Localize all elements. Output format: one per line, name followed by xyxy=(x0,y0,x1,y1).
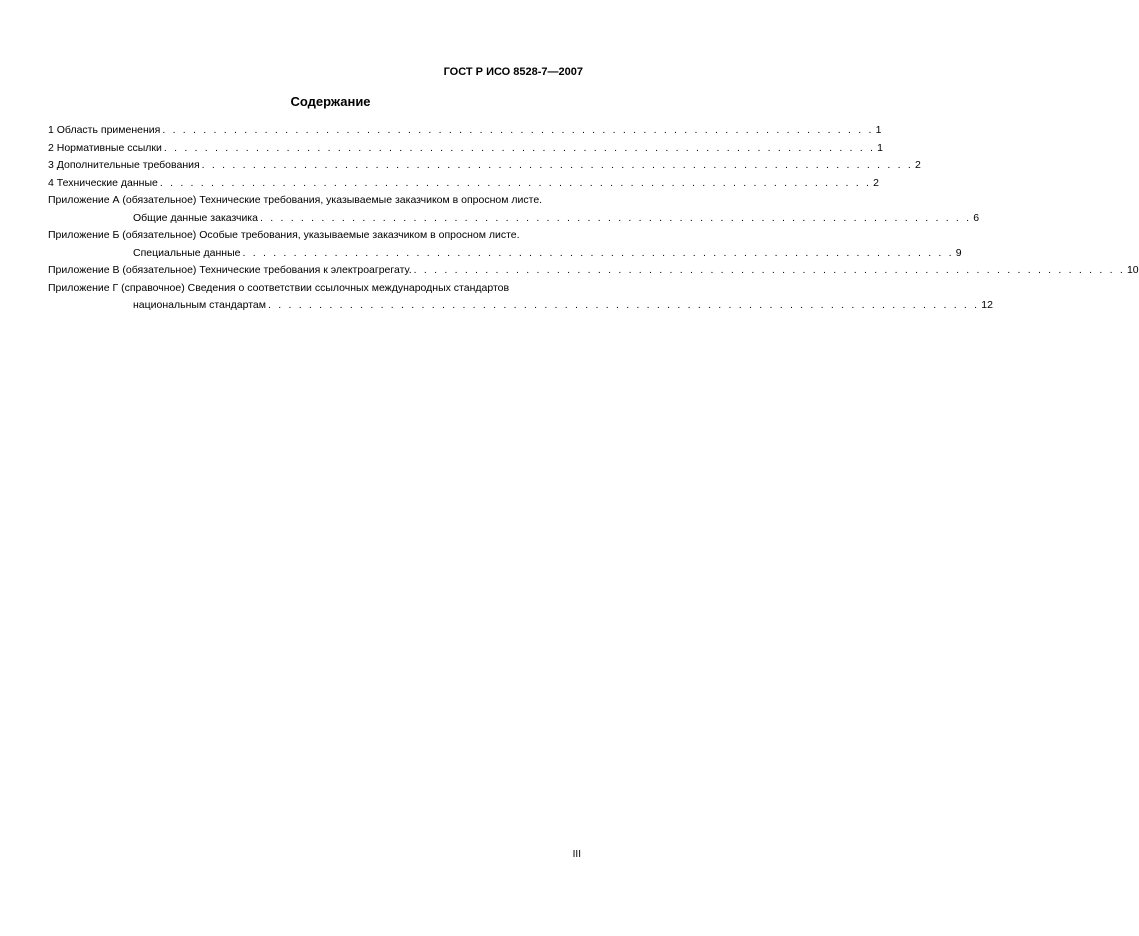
toc-leader: . . . . . . . . . . . . . . . . . . . . . . . . . . . . . . . . . . . . . . . . . . . . . . . . . . . . . . . . . . . . . . . . . . . . . . xyxy=(267,299,980,311)
toc-annex-b[interactable] xyxy=(48,227,962,262)
toc-leader: . . . . . . . . . . . . . . . . . . . . . . . . . . . . . . . . . . . . . . . . . . . . . . . . . . . . . . . . . . . . . . . . . . . . . . xyxy=(162,124,874,136)
toc-entry-page: 2 xyxy=(873,176,879,189)
toc-entry-page: 2 xyxy=(914,159,921,171)
toc-leader: . . . . . . . . . . . . . . . . . . . . . . . . . . . . . . . . . . . . . . . . . . . . . . . . . . . . . . . . . . . . . . . . . . . . . . xyxy=(413,264,1125,276)
toc-entry-2[interactable] xyxy=(48,140,883,158)
toc-entry-1[interactable] xyxy=(48,122,882,140)
table-of-contents xyxy=(48,122,1139,315)
page-number: III xyxy=(572,849,581,860)
toc-annex-v[interactable] xyxy=(48,262,1139,280)
toc-leader: . . . . . . . . . . . . . . . . . . . . . . . . . . . . . . . . . . . . . . . . . . . . . . . . . . . . . . . . . . . . . . . . . . . . . . xyxy=(201,159,913,171)
toc-leader: . . . . . . . . . . . . . . . . . . . . . . . . . . . . . . . . . . . . . . . . . . . . . . . . . . . . . . . . . . . . . . . . . . . . . . xyxy=(259,211,972,224)
toc-entry-label: 1 Область применения xyxy=(48,124,161,136)
toc-leader: . . . . . . . . . . . . . . . . . . . . . . . . . . . . . . . . . . . . . . . . . . . . . . . . . . . . . . . . . . . . . . . . . . . . . . xyxy=(159,176,872,189)
toc-annex-g[interactable] xyxy=(48,280,993,315)
toc-entry-page: 1 xyxy=(875,124,882,136)
toc-annex-g-page: 12 xyxy=(981,299,993,311)
toc-entry-label: 2 Нормативные ссылки xyxy=(48,141,162,154)
toc-annex-g-title: Приложение Г (справочное) Сведения о соответствии ссылочных международных стандартов xyxy=(48,281,510,294)
toc-leader: . . . . . . . . . . . . . . . . . . . . . . . . . . . . . . . . . . . . . . . . . . . . . . . . . . . . . . . . . . . . . . . . . . . . . . xyxy=(163,141,876,154)
toc-entry-label: 4 Технические данные xyxy=(48,176,158,189)
toc-entry-4[interactable] xyxy=(48,175,879,193)
toc-annex-v-title: Приложение В (обязательное) Технические требования к электроагрегату. xyxy=(48,264,412,276)
toc-leader: . . . . . . . . . . . . . . . . . . . . . . . . . . . . . . . . . . . . . . . . . . . . . . . . . . . . . . . . . . . . . . . . . . . . . . xyxy=(242,246,954,259)
toc-annex-b-subtitle: Специальные данные xyxy=(133,246,241,259)
toc-annex-a-subtitle: Общие данные заказчика xyxy=(133,211,258,224)
toc-annex-v-page: 10 xyxy=(1126,264,1139,276)
toc-entry-3[interactable] xyxy=(48,157,921,175)
toc-annex-b-title: Приложение Б (обязательное) Особые требования, указываемые заказчиком в опросном листе. xyxy=(48,229,520,241)
toc-annex-b-page: 9 xyxy=(955,246,962,259)
toc-annex-a-page: 6 xyxy=(973,211,980,224)
document-code: ГОСТ Р ИСО 8528-7—2007 xyxy=(443,66,583,78)
toc-entry-label: 3 Дополнительные требования xyxy=(48,159,200,171)
toc-annex-a[interactable] xyxy=(48,192,980,227)
toc-title: Содержание xyxy=(290,94,371,109)
toc-annex-a-title: Приложение А (обязательное) Технические требования, указываемые заказчиком в опросном листе. xyxy=(48,194,543,206)
toc-annex-g-subtitle: национальным стандартам xyxy=(133,299,266,311)
toc-entry-page: 1 xyxy=(877,141,883,154)
